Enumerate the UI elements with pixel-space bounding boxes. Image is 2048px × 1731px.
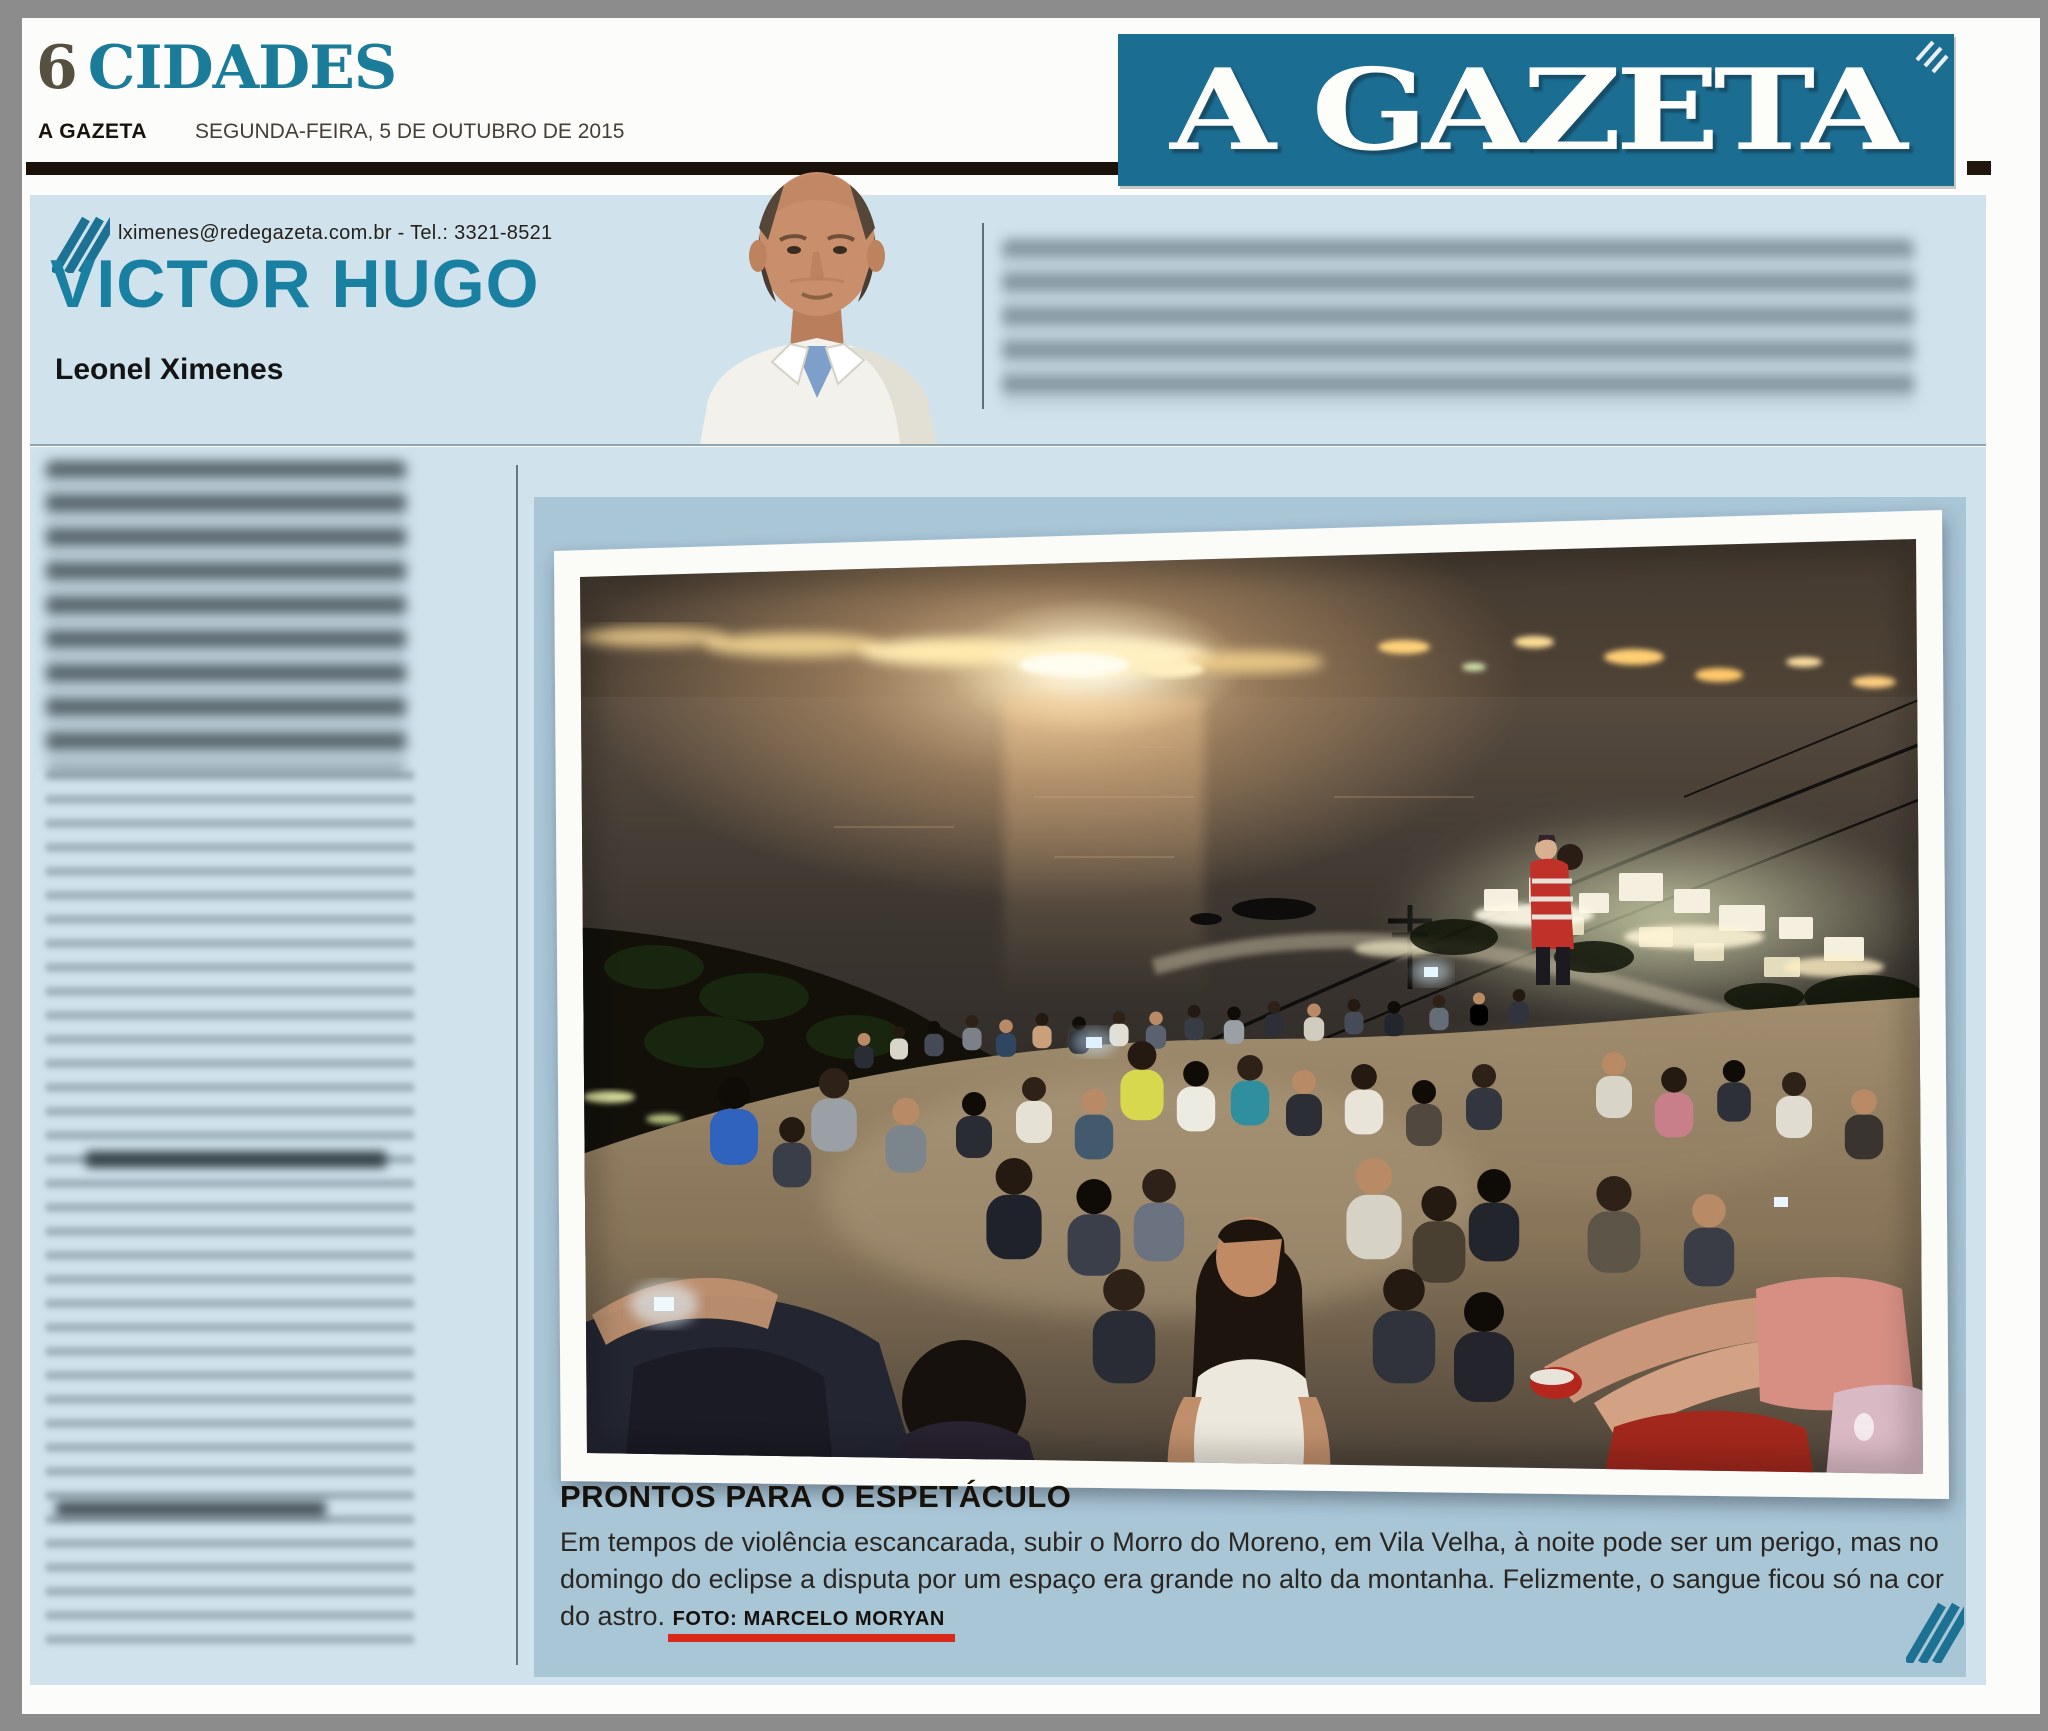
column-title: VICTOR HUGO bbox=[50, 246, 540, 322]
blurred-sidebar-column bbox=[46, 461, 418, 1661]
caption-text: Em tempos de violência escancarada, subir o Morro do Moreno, em Vila Velha, à noite pode ser um perigo, mas no domingo do eclipse a disputa por um espaço era grande no alto da montanha. Felizmente, o sangue ficou só na cor do astro. bbox=[560, 1527, 1944, 1631]
feature-photo bbox=[534, 497, 1966, 1527]
caption-body bbox=[560, 1524, 1962, 1638]
newspaper-page bbox=[22, 18, 2040, 1714]
columnist-strip bbox=[30, 195, 1986, 446]
section-header bbox=[36, 33, 397, 103]
section-title: CIDADES bbox=[87, 33, 397, 103]
header-rule bbox=[26, 162, 1118, 175]
content-region bbox=[30, 447, 1986, 1685]
dateline bbox=[38, 120, 624, 144]
vertical-divider bbox=[982, 223, 984, 409]
columnist-portrait bbox=[698, 148, 936, 444]
caption-title: PRONTOS PARA O ESPETÁCULO bbox=[560, 1479, 1072, 1514]
paper-label: A GAZETA bbox=[38, 120, 147, 143]
photo-credit: FOTO: MARCELO MORYAN bbox=[672, 1608, 945, 1630]
blurred-paragraph bbox=[46, 461, 406, 771]
photo-feature-box bbox=[534, 497, 1966, 1677]
blurred-intro-text bbox=[1002, 239, 1914, 409]
columnist-byline: Leonel Ximenes bbox=[55, 353, 284, 386]
masthead bbox=[1118, 34, 1954, 186]
page-fold-icon bbox=[1909, 38, 1949, 78]
masthead-dash bbox=[1967, 161, 1991, 175]
blurred-text-lines bbox=[46, 771, 414, 1651]
diagonal-stripes-icon bbox=[1906, 1601, 1964, 1663]
masthead-title: A GAZETA bbox=[1170, 44, 1902, 176]
column-divider bbox=[516, 465, 518, 1665]
photo-caption bbox=[560, 1479, 1962, 1638]
columnist-contact: lximenes@redegazeta.com.br - Tel.: 3321-8521 bbox=[118, 222, 553, 244]
blurred-subhead bbox=[56, 1501, 326, 1517]
page-number: 6 bbox=[36, 33, 78, 103]
blurred-subhead bbox=[86, 1151, 386, 1168]
date-text: SEGUNDA-FEIRA, 5 DE OUTUBRO DE 2015 bbox=[195, 120, 625, 143]
